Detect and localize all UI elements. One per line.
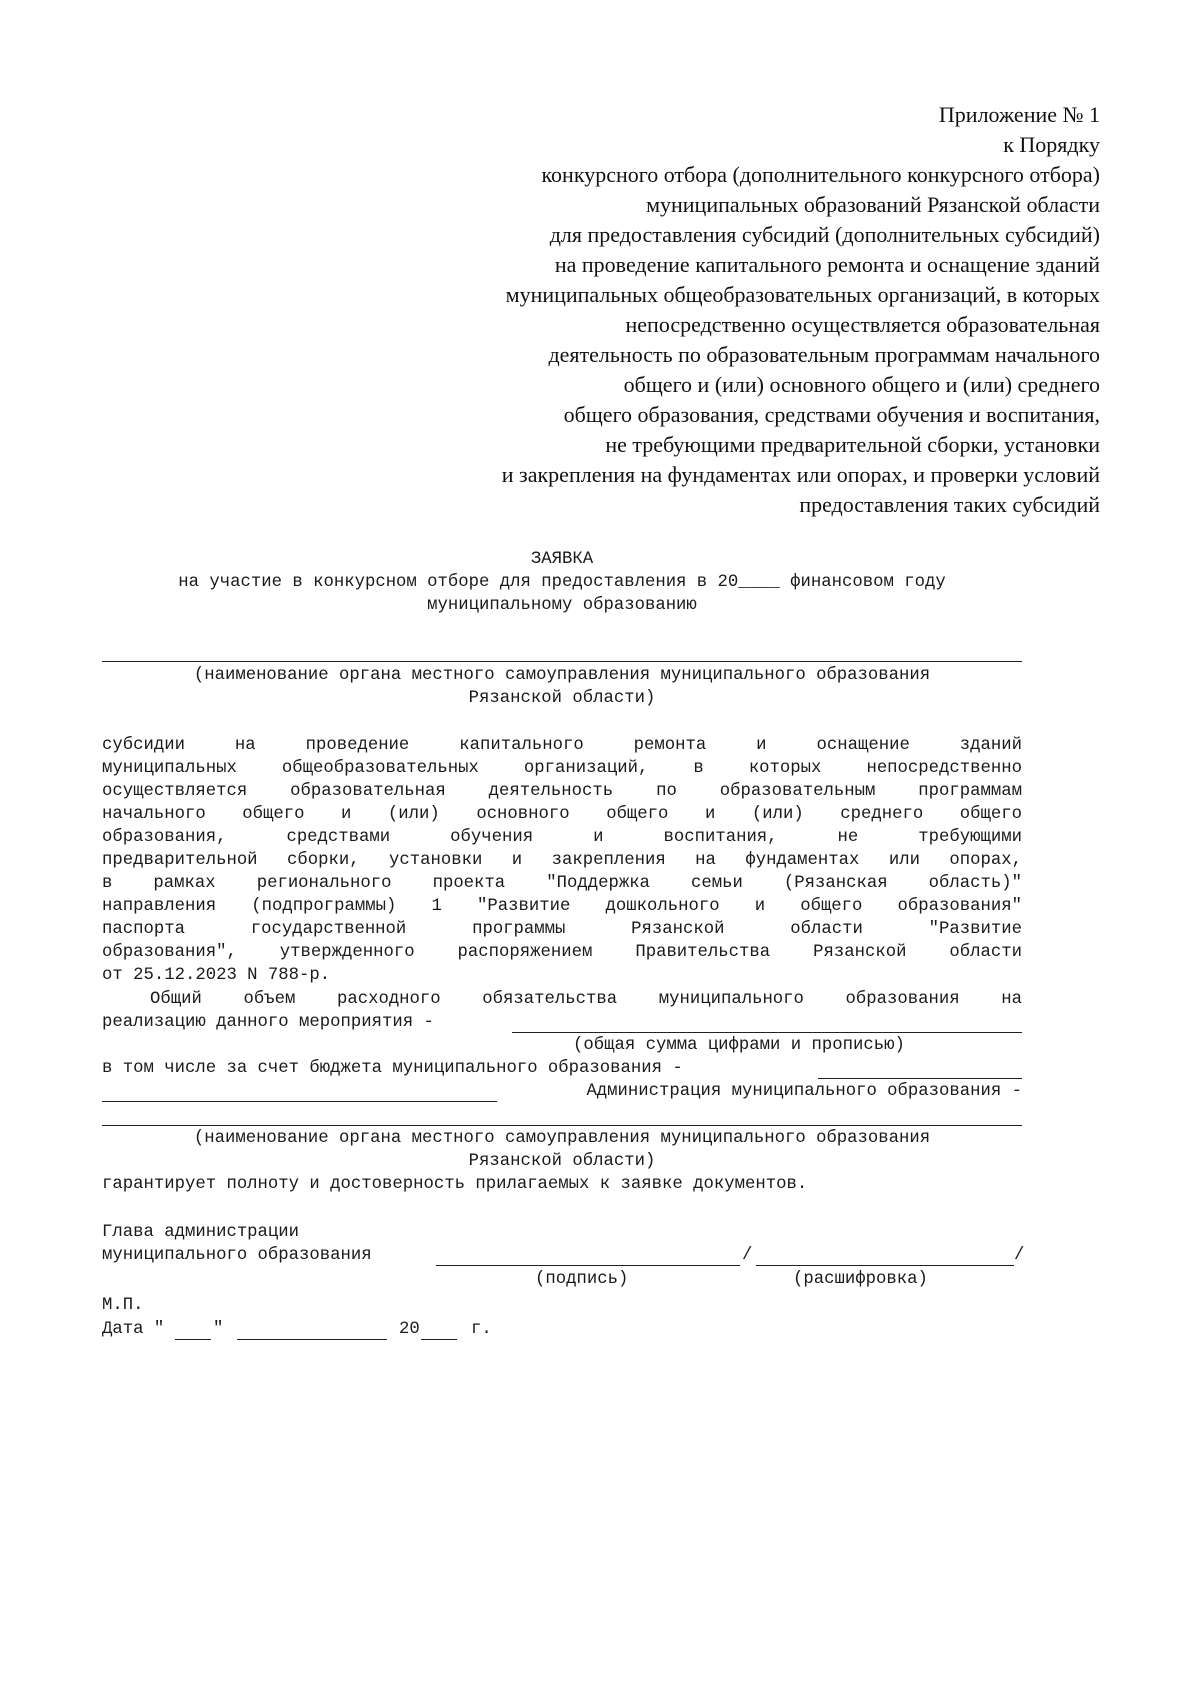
head-title-continued: муниципального образования <box>102 1246 372 1265</box>
head-title: Глава администрации <box>102 1223 300 1242</box>
body-line: образования, средствами обучения и воспитания, не требующими <box>102 828 1022 847</box>
appendix-line: предоставления таких субсидий <box>799 492 1100 517</box>
body-line: паспорта государственной программы Рязанской области "Развитие <box>102 920 1022 939</box>
date-month-field[interactable] <box>237 1339 387 1340</box>
budget-amount-field-continued[interactable] <box>102 1101 497 1102</box>
total-sum-field[interactable] <box>512 1032 1022 1033</box>
body-line: направления (подпрограммы) 1 "Развитие дошкольного и общего образования" <box>102 897 1022 916</box>
date-label: Дата " <box>102 1320 165 1339</box>
appendix-line: общего и (или) основного общего и (или) среднего <box>623 372 1100 397</box>
decode-caption: (расшифровка) <box>793 1270 928 1289</box>
date-year-prefix: 20 <box>399 1320 420 1339</box>
appendix-header <box>300 100 1100 520</box>
appendix-line: к Порядку <box>1003 132 1100 157</box>
body-line: предварительной сборки, установки и закрепления на фундаментах или опорах, <box>102 851 1022 870</box>
appendix-line: конкурсного отбора (дополнительного конкурсного отбора) <box>541 162 1100 187</box>
org-name-caption-2 <box>102 1127 1022 1173</box>
application-title-block <box>102 548 1022 617</box>
appendix-line: деятельность по образовательным программам начального <box>548 342 1100 367</box>
caption-line: Рязанской области) <box>468 1152 656 1171</box>
body-line: от 25.12.2023 N 788-р. <box>102 966 331 985</box>
guarantee-text: гарантирует полноту и достоверность прилагаемых к заявке документов. <box>102 1175 808 1194</box>
caption-line: (наименование органа местного самоуправления муниципального образования <box>193 1129 931 1148</box>
org-name-field[interactable] <box>102 661 1022 662</box>
application-subtitle-recipient: муниципальному образованию <box>427 596 697 615</box>
signature-field[interactable] <box>436 1265 740 1266</box>
appendix-line: на проведение капитального ремонта и оснащение зданий <box>554 252 1100 277</box>
appendix-line: общего образования, средствами обучения и воспитания, <box>563 402 1100 427</box>
sum-caption: (общая сумма цифрами и прописью) <box>573 1036 905 1055</box>
admin-line: Администрация муниципального образования - <box>586 1082 1022 1101</box>
budget-line: в том числе за счет бюджета муниципального образования - <box>102 1059 683 1078</box>
body-line: осуществляется образовательная деятельность по образовательным программам <box>102 782 1022 801</box>
caption-line: (наименование органа местного самоуправления муниципального образования <box>193 666 931 685</box>
body-line: образования", утвержденного распоряжением Правительства Рязанской области <box>102 943 1022 962</box>
body-line: субсидии на проведение капитального ремонта и оснащение зданий <box>102 736 1022 755</box>
stamp-label: М.П. <box>102 1296 144 1315</box>
org-name-caption <box>102 664 1022 710</box>
date-suffix: г. <box>471 1320 492 1339</box>
application-subtitle: на участие в конкурсном отборе для предоставления в 20____ финансовом году <box>178 573 946 592</box>
date-year-field[interactable] <box>421 1339 457 1340</box>
body-line: в рамках регионального проекта "Поддержка семьи (Рязанская область)" <box>102 874 1022 893</box>
appendix-line: не требующими предварительной сборки, установки <box>605 432 1100 457</box>
signature-separator: / <box>742 1246 753 1265</box>
application-title: ЗАЯВКА <box>530 550 594 569</box>
date-day-field[interactable] <box>175 1339 211 1340</box>
body-line: начального общего и (или) основного общего и (или) среднего общего <box>102 805 1022 824</box>
appendix-line: и закрепления на фундаментах или опорах, и проверки условий <box>501 462 1100 487</box>
signature-caption: (подпись) <box>535 1270 629 1289</box>
total-obligation <box>102 988 1022 1034</box>
date-quote: " <box>213 1320 224 1339</box>
appendix-line: Приложение № 1 <box>938 102 1100 127</box>
appendix-line: муниципальных общеобразовательных организаций, в которых <box>505 282 1100 307</box>
budget-amount-field[interactable] <box>818 1078 1022 1079</box>
name-decode-field[interactable] <box>756 1265 1014 1266</box>
appendix-line: муниципальных образований Рязанской области <box>646 192 1100 217</box>
total-line: Общий объем расходного обязательства муниципального образования на <box>150 990 1022 1009</box>
body-line: муниципальных общеобразовательных организаций, в которых непосредственно <box>102 759 1022 778</box>
org-name-field-2[interactable] <box>102 1125 1022 1126</box>
caption-line: Рязанской области) <box>468 689 656 708</box>
body-paragraph <box>102 734 1022 987</box>
appendix-line: непосредственно осуществляется образовательная <box>625 312 1100 337</box>
total-line: реализацию данного мероприятия - <box>102 1013 434 1032</box>
signature-separator-end: / <box>1014 1246 1025 1265</box>
appendix-line: для предоставления субсидий (дополнительных субсидий) <box>549 222 1100 247</box>
